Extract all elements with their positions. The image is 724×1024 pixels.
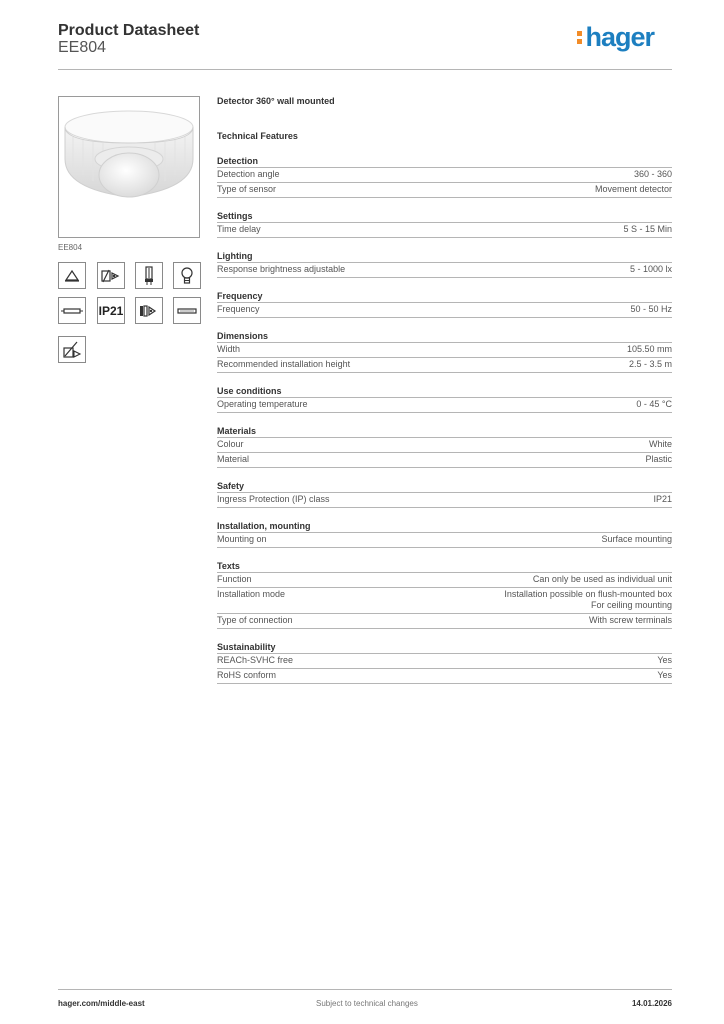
spec-row (217, 614, 672, 629)
spec-row (217, 573, 672, 588)
spec-row (217, 358, 672, 373)
footer-date: 14.01.2026 (631, 999, 672, 1008)
spec-value: With screw terminals (588, 615, 672, 625)
spec-value: 5 S - 15 Min (623, 224, 672, 234)
spec-value: 360 - 360 (633, 169, 672, 179)
ceiling-mount-icon (58, 262, 86, 289)
page-title: Product Datasheet (58, 22, 200, 39)
spec-value: 5 - 1000 lx (629, 264, 672, 274)
spec-label: Installation mode (217, 589, 286, 599)
spec-label: Operating temperature (217, 399, 308, 409)
product-column (58, 96, 200, 252)
spec-label: Response brightness adjustable (217, 264, 346, 274)
spec-section (217, 559, 672, 629)
spec-value: Installation possible on flush-mounted box For ceiling mounting (504, 589, 672, 610)
led-driver-icon (135, 297, 163, 324)
tube-light-icon (173, 297, 201, 324)
spec-row (217, 263, 672, 278)
photo-caption: EE804 (58, 243, 83, 252)
spec-row (217, 588, 672, 614)
product-reference: EE804 (58, 39, 107, 56)
specification-column (217, 94, 672, 684)
footer-notice: Subject to technical changes (316, 999, 418, 1008)
spec-value: Movement detector (594, 184, 672, 194)
spec-value: 50 - 50 Hz (630, 304, 672, 314)
spec-row (217, 533, 672, 548)
spec-label: Frequency (217, 304, 260, 314)
spec-section (217, 384, 672, 413)
logo-text: hager (585, 22, 654, 52)
spec-section (217, 479, 672, 508)
product-photo (58, 96, 200, 238)
spec-section (217, 519, 672, 548)
hager-logo (577, 22, 654, 53)
spec-row (217, 343, 672, 358)
lux-adjust-icon (58, 336, 86, 363)
product-headline: Detector 360° wall mounted (217, 96, 335, 106)
tube-lamp-icon (58, 297, 86, 324)
spec-label: Type of sensor (217, 184, 277, 194)
spec-value: 105.50 mm (626, 344, 672, 354)
logo-dots-icon (577, 29, 583, 45)
spec-label: Colour (217, 439, 244, 449)
spec-row (217, 493, 672, 508)
spec-value: 0 - 45 °C (636, 399, 672, 409)
footer-website: hager.com/middle-east (58, 999, 145, 1008)
spec-label: Ingress Protection (IP) class (217, 494, 330, 504)
spec-row (217, 438, 672, 453)
section-title: Dimensions (217, 329, 672, 343)
spec-row (217, 303, 672, 318)
technical-features-title: Technical Features (217, 131, 298, 141)
spec-value: Plastic (645, 454, 672, 464)
fluorescent-lamp-icon (135, 262, 163, 289)
spec-section (217, 424, 672, 468)
spec-label: Type of connection (217, 615, 293, 625)
section-title: Frequency (217, 289, 672, 303)
section-title: Settings (217, 209, 672, 223)
spec-row (217, 223, 672, 238)
spec-row (217, 654, 672, 669)
page-footer (58, 989, 672, 1011)
section-title: Texts (217, 559, 672, 573)
section-title: Use conditions (217, 384, 672, 398)
spec-value: 2.5 - 3.5 m (628, 359, 672, 369)
section-title: Lighting (217, 249, 672, 263)
spec-label: Function (217, 574, 252, 584)
spec-value: Can only be used as individual unit (532, 574, 672, 584)
section-title: Installation, mounting (217, 519, 672, 533)
page-header (58, 20, 672, 70)
section-title: Detection (217, 154, 672, 168)
ip-rating-icon (97, 297, 125, 324)
spec-section (217, 289, 672, 318)
spec-value: Yes (657, 655, 672, 665)
spec-section (217, 640, 672, 684)
spec-section (217, 154, 672, 198)
spec-value: Surface mounting (601, 534, 672, 544)
spec-sections (217, 154, 672, 684)
spec-value: White (648, 439, 672, 449)
spec-row (217, 168, 672, 183)
spec-row (217, 183, 672, 198)
spec-label: Width (217, 344, 241, 354)
spec-row (217, 453, 672, 468)
spec-label: Mounting on (217, 534, 267, 544)
spec-label: Material (217, 454, 250, 464)
spec-label: RoHS conform (217, 670, 277, 680)
section-title: Materials (217, 424, 672, 438)
spec-label: Time delay (217, 224, 261, 234)
spec-label: Recommended installation height (217, 359, 351, 369)
spec-label: Detection angle (217, 169, 280, 179)
incandescent-bulb-icon (173, 262, 201, 289)
detector-image (59, 97, 200, 238)
section-title: Sustainability (217, 640, 672, 654)
spec-section (217, 329, 672, 373)
spec-row (217, 669, 672, 684)
spec-section (217, 249, 672, 278)
spec-section (217, 209, 672, 238)
spec-value: Yes (657, 670, 672, 680)
section-title: Safety (217, 479, 672, 493)
ip-rating-text: IP21 (98, 303, 124, 318)
spec-row (217, 398, 672, 413)
detection-zone-icon (97, 262, 125, 289)
spec-value: IP21 (653, 494, 672, 504)
spec-label: REACh-SVHC free (217, 655, 294, 665)
